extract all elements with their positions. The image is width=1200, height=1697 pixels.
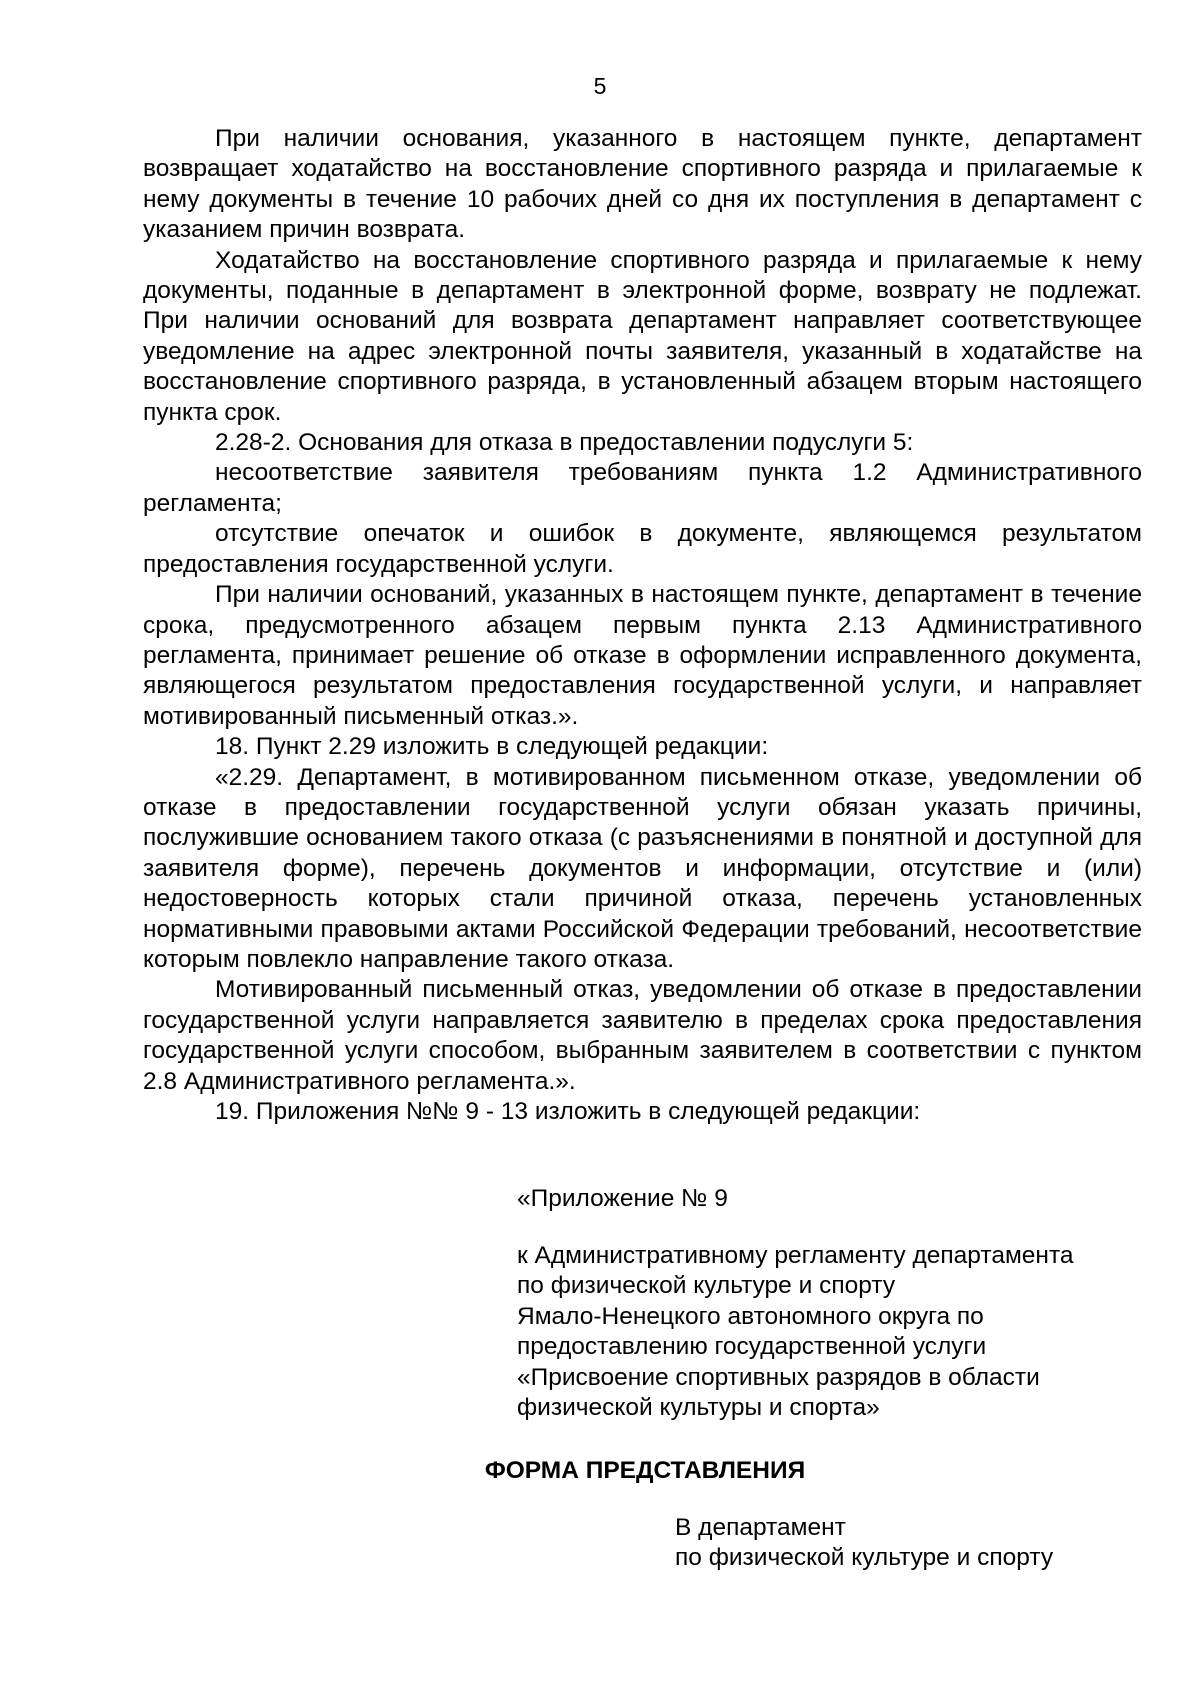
paragraph-electronic-application: Ходатайство на восстановление спортивного разряда и прилагаемые к нему документы, поданные в департамент в электронной форме, возврату не подлежат. При наличии оснований для возврата департамент направляет соответствующее уведомление на адрес электронной почты заявителя, указанный в ходатайстве на восстановление спортивного разряда, в установленный абзацем вторым настоящего пункта срок. <box>143 246 1142 426</box>
paragraph-refusal-reason-1: несоответствие заявителя требованиям пункта 1.2 Административного регламента; <box>143 459 1142 517</box>
paragraph-item-18: 18. Пункт 2.29 изложить в следующей редакции: <box>215 733 769 761</box>
paragraph-refusal-decision: При наличии оснований, указанных в настоящем пункте, департамент в течение срока, предусмотренного абзацем первым пункта 2.13 Административного регламента, принимает решение об отказе в оформлении исправленного документа, являющегося результатом предоставления государственной услуги, и направляет мотивированный письменный отказ.». <box>143 581 1142 730</box>
addressee-block: В департамент по физической культуре и спорту <box>675 1514 1054 1572</box>
appendix-caption: к Административному регламенту департамента по физической культуре и спорту Ямало-Ненецкого автономного округа по предоставлению государственной услуги «Присвоение спортивных разрядов в области физической культуры и спорта» <box>517 1242 1074 1422</box>
paragraph-2-29: «2.29. Департамент, в мотивированном письменном отказе, уведомлении об отказе в предоставлении государственной услуги обязан указать причины, послужившие основанием такого отказа (с разъяснениями в понятной и доступной для заявителя форме), перечень документов и информации, отсутствие и (или) недостоверность которых стали причиной отказа, перечень установленных нормативными правовыми актами Российской Федерации требований, несоответствие которым повлекло направление такого отказа. <box>143 763 1142 973</box>
paragraph-refusal-reason-2: отсутствие опечаток и ошибок в документе, являющемся результатом предоставления государственной услуги. <box>143 520 1142 578</box>
paragraph-return-of-application: При наличии основания, указанного в настоящем пункте, департамент возвращает ходатайство на восстановление спортивного разряда и прилагаемые к нему документы в течение 10 рабочих дней со дня их поступления в департамент с указанием причин возврата. <box>143 125 1142 244</box>
page-number: 5 <box>593 73 607 99</box>
paragraph-item-19: 19. Приложения №№ 9 - 13 изложить в следующей редакции: <box>215 1098 921 1125</box>
paragraph-motivated-refusal: Мотивированный письменный отказ, уведомлении об отказе в предоставлении государственной услуги направляется заявителю в пределах срока предоставления государственной услуги способом, выбранным заявителем в соответствии с пунктом 2.8 Административного регламента.». <box>143 976 1142 1095</box>
paragraph-2-28-2-heading: 2.28-2. Основания для отказа в предоставлении подуслуги 5: <box>215 429 914 457</box>
form-heading: ФОРМА ПРЕДСТАВЛЕНИЯ <box>484 1457 806 1484</box>
body-text <box>143 124 1142 1127</box>
appendix-title: «Приложение № 9 <box>517 1185 728 1212</box>
